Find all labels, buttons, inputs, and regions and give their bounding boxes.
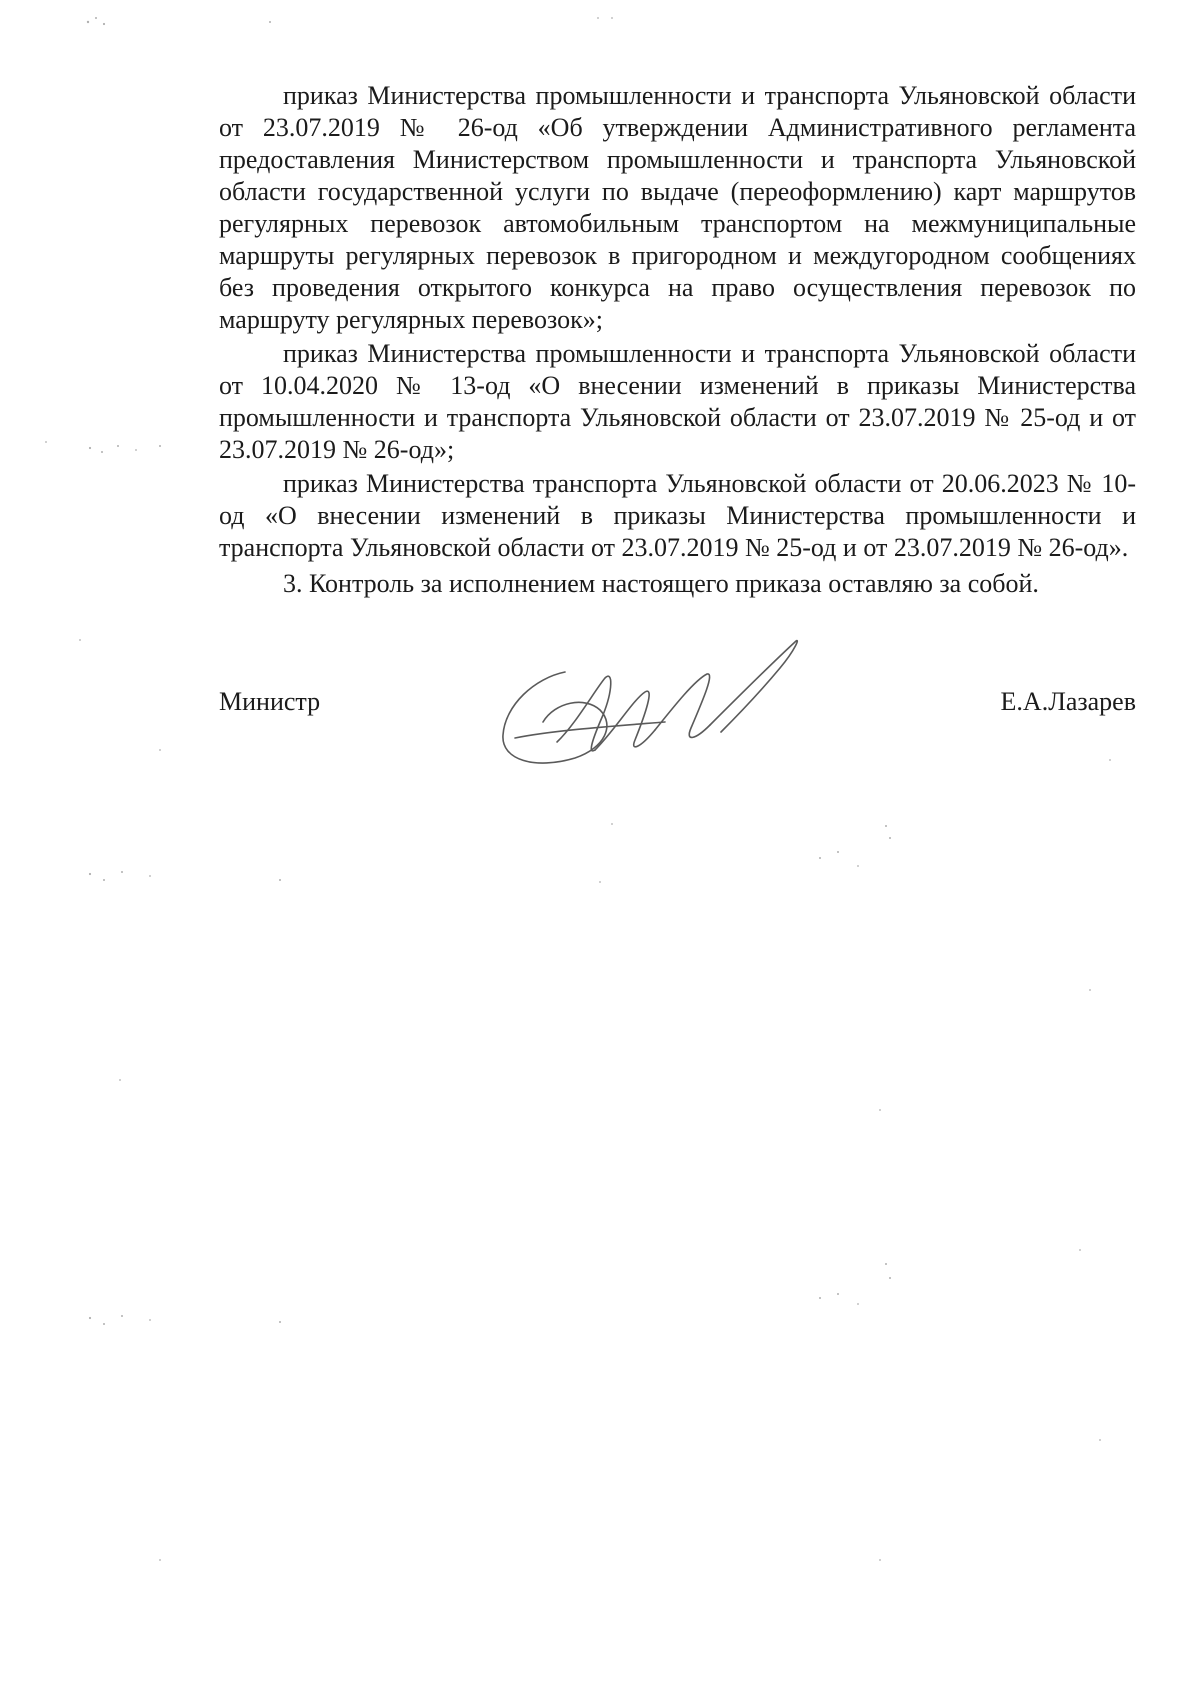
signatory-name: Е.А.Лазарев <box>1000 687 1136 716</box>
paragraph-order-10-od: приказ Министерства транспорта Ульяновской области от 20.06.2023 № 10-од «О внесении изменений в приказы Министерства промышленности и транспорта Ульяновской области от 23.07.2019 № 25-од и от 23.07.2019 № 26-од». <box>219 469 1136 562</box>
position-title: Министр <box>219 687 321 716</box>
paragraph-control-clause: 3. Контроль за исполнением настоящего приказа оставляю за собой. <box>283 569 1039 598</box>
paragraph-order-13-od: приказ Министерства промышленности и транспорта Ульяновской области от 10.04.2020 № 13-од «О внесении изменений в приказы Министерства промышленности и транспорта Ульяновской области от 23.07.2019 № 25-од и от 23.07.2019 № 26-од»; <box>219 339 1136 464</box>
paragraph-order-26-od: приказ Министерства промышленности и транспорта Ульяновской области от 23.07.2019 № 26-од «Об утверждении Административного регламента предоставления Министерством промышленности и транспорта Ульяновской области государственной услуги по выдаче (переоформлению) карт маршрутов регулярных перевозок автомобильным транспортом на межмуниципальные маршруты регулярных перевозок в пригородном и междугородном сообщениях без проведения открытого конкурса на право осуществления перевозок по маршруту регулярных перевозок»; <box>219 81 1136 334</box>
